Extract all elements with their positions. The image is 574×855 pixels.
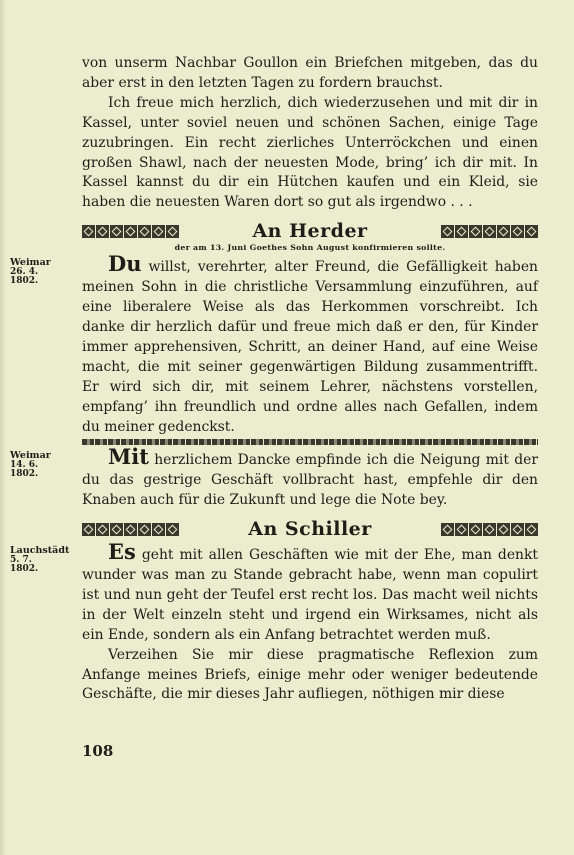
page-number: 108 — [82, 742, 114, 760]
letter-text: Es geht mit allen Geschäften wie mit der Ehe, man denkt wunder was man zu Stande gebracht habe, wenn man copulirt ist und nun geht der Teufel erst recht los. Das macht weil nichts in der Welt einzeln steht und irgend ein Wirksames, nicht als ein Ende, sondern als ein Anfang betrachtet werden muß. — [82, 539, 538, 643]
ornament-right-icon — [441, 523, 538, 536]
section-title: An Schiller — [248, 518, 372, 541]
ornament-left-icon — [82, 523, 179, 536]
page-gutter-shadow — [0, 0, 6, 855]
letter-herder-1 — [10, 251, 538, 437]
letter-text: Mit herzlichem Dancke empfinde ich die Neigung mit der du das gestrige Geschäft vollbracht hast, empfehle dir den Knaben auch für die Zukunft und lege die Note bey. — [82, 444, 538, 509]
letter-text: Verzeihen Sie mir diese pragmatische Reflexion zum Anfange meines Briefs, einige mehr oder weniger bedeutende Geschäfte, die mir dieses Jahr aufliegen, nöthigen mir diese — [82, 646, 538, 703]
letter-text: Du willst, verehrter, alter Freund, die Gefälligkeit haben meinen Sohn in die christliche Versammlung einzuführen, auf eine liberalere Weise als das Herkommen vorschreibt. Ich danke dir herzlich dafür und freue mich daß er den, für Kinder immer apprehensiven, Schritt, an deiner Hand, auf eine Weise macht, die mit seiner gegenwärtigen Bildung zusammentrifft. Er wird sich dir, mit seinem Lehrer, nächstens vorstellen, empfang’ ihn freundlich und ordne alles nach Gefallen, indem du meiner gedenckst. — [82, 251, 538, 435]
date-note: Lauchstädt 5. 7. 1802. — [10, 545, 70, 575]
date-note: Weimar 14. 6. 1802. — [10, 450, 51, 480]
date-note: Weimar 26. 4. 1802. — [10, 257, 51, 287]
ornament-right-icon — [441, 225, 538, 238]
paragraph: Ich freue mich herzlich, dich wiederzusehen und mit dir in Kassel, unter soviel neuen und schönen Sachen, einige Tage zuzubringen. Ein recht zierliches Unterröckchen und einen großen Shawl, nach der neuesten Mode, bring’ ich dir mit. In Kassel kannst du dir ein Hütchen kaufen und ein Kleid, sie haben die neuesten Waren dort so gut als irgendwo . . . — [82, 94, 538, 211]
letter-herder-2 — [10, 444, 538, 511]
page-content — [10, 54, 538, 705]
letter-schiller — [10, 539, 538, 705]
section-title: An Herder — [252, 220, 368, 243]
section-heading-schiller — [82, 518, 538, 540]
paragraph: von unserm Nachbar Goullon ein Briefchen mitgeben, das du aber erst in den letzten Tagen zu fordern brauchst. — [82, 55, 538, 91]
section-subtitle: der am 13. Juni Goethes Sohn August konfirmieren sollte. — [174, 243, 446, 253]
ornamental-divider — [82, 439, 538, 445]
section-heading-herder — [82, 220, 538, 242]
ornament-left-icon — [82, 225, 179, 238]
